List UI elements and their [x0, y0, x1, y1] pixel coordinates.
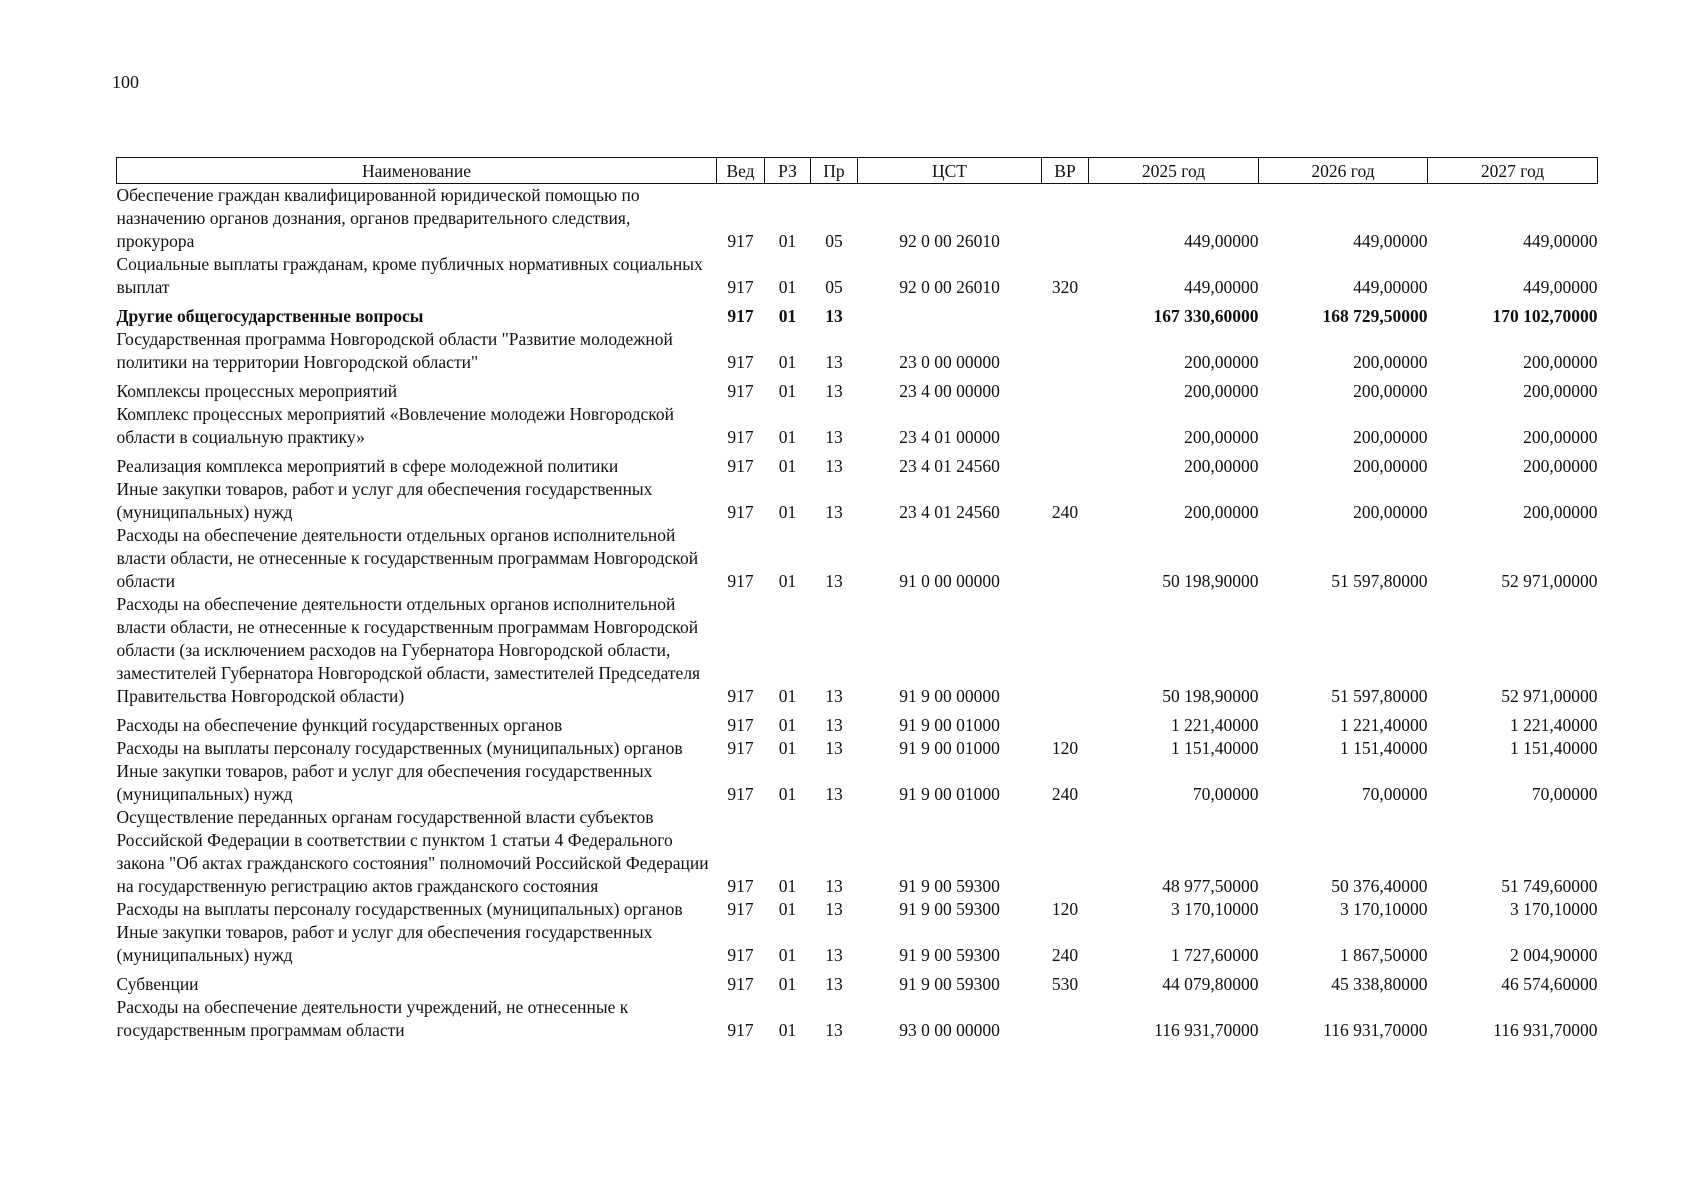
row-vr: 120 — [1051, 738, 1079, 758]
row-rz: 01 — [778, 899, 797, 919]
row-cst: 91 9 00 01000 — [899, 784, 1000, 804]
row-vr — [1042, 403, 1089, 449]
table-row — [117, 524, 1598, 593]
row-2026: 200,00000 — [1353, 381, 1428, 401]
row-2025: 200,00000 — [1184, 352, 1259, 372]
table-row-section-total — [117, 299, 1598, 328]
row-name: Обеспечение граждан квалифицированной юридической помощью по назначению органов дознания, органов предварительного следствия, прокурора — [116, 185, 640, 251]
table-row — [117, 184, 1598, 254]
row-name: Субвенции — [116, 974, 199, 994]
row-2025: 1 727,60000 — [1171, 945, 1259, 965]
budget-table — [116, 157, 1598, 1042]
row-name: Расходы на обеспечение деятельности отдельных органов исполнительной власти области, не отнесенные к государственным программам Новгородской области (за исключением расходов на Губернатора Новгородской области, заместителей Губернатора Новгородской области, заместителей Председателя Правительства Новгородской области) — [116, 594, 701, 706]
row-cst: 91 9 00 59300 — [899, 876, 1000, 896]
row-2027: 200,00000 — [1523, 381, 1598, 401]
row-ved: 917 — [727, 899, 754, 919]
row-vr: 320 — [1051, 277, 1079, 297]
row-pr: 13 — [825, 381, 843, 401]
row-cst: 92 0 00 26010 — [899, 277, 1000, 297]
row-cst: 91 9 00 01000 — [899, 738, 1000, 758]
row-ved: 917 — [727, 715, 754, 735]
row-name: Реализация комплекса мероприятий в сфере молодежной политики — [116, 456, 619, 476]
row-2025: 1 151,40000 — [1171, 738, 1259, 758]
row-2027: 52 971,00000 — [1501, 571, 1598, 591]
row-2025: 449,00000 — [1184, 231, 1259, 251]
row-2026: 200,00000 — [1353, 502, 1428, 522]
table-row — [117, 374, 1598, 403]
row-2025: 200,00000 — [1184, 502, 1259, 522]
row-cst — [858, 299, 1042, 328]
row-2025: 50 198,90000 — [1162, 571, 1259, 591]
row-vr — [1042, 449, 1089, 478]
row-vr: 530 — [1051, 974, 1079, 994]
row-vr: 240 — [1051, 502, 1079, 522]
row-cst: 91 0 00 00000 — [899, 571, 1000, 591]
row-ved: 917 — [727, 686, 754, 706]
row-pr: 13 — [825, 974, 843, 994]
row-ved: 917 — [727, 876, 754, 896]
row-name: Иные закупки товаров, работ и услуг для обеспечения государственных (муниципальных) нужд — [116, 922, 653, 965]
row-ved: 917 — [727, 571, 754, 591]
row-ved: 917 — [727, 352, 754, 372]
row-cst: 92 0 00 26010 — [899, 231, 1000, 251]
row-2025: 48 977,50000 — [1162, 876, 1259, 896]
row-pr: 13 — [825, 352, 843, 372]
row-pr: 13 — [825, 456, 843, 476]
row-2026: 70,00000 — [1361, 784, 1428, 804]
row-2027: 200,00000 — [1523, 352, 1598, 372]
table-row — [117, 253, 1598, 299]
row-ved: 917 — [727, 231, 754, 251]
row-cst: 23 4 01 24560 — [899, 502, 1000, 522]
row-2025: 50 198,90000 — [1162, 686, 1259, 706]
row-2026: 1 221,40000 — [1340, 715, 1428, 735]
row-rz: 01 — [778, 456, 797, 476]
row-rz: 01 — [778, 1020, 797, 1040]
row-rz: 01 — [778, 381, 797, 401]
row-2025: 70,00000 — [1192, 784, 1259, 804]
row-2025: 449,00000 — [1184, 277, 1259, 297]
row-rz: 01 — [778, 427, 797, 447]
row-name: Иные закупки товаров, работ и услуг для обеспечения государственных (муниципальных) нужд — [116, 479, 653, 522]
header-rz: РЗ — [765, 158, 811, 184]
row-pr: 13 — [825, 427, 843, 447]
table-row — [117, 967, 1598, 996]
row-2025: 44 079,80000 — [1162, 974, 1259, 994]
row-rz: 01 — [778, 686, 797, 706]
row-2026: 200,00000 — [1353, 352, 1428, 372]
row-2026: 168 729,50000 — [1322, 306, 1428, 326]
row-2027: 170 102,70000 — [1492, 306, 1598, 326]
row-2025: 200,00000 — [1184, 456, 1259, 476]
row-2027: 200,00000 — [1523, 502, 1598, 522]
row-ved: 917 — [727, 784, 754, 804]
row-2026: 200,00000 — [1353, 427, 1428, 447]
header-2025: 2025 год — [1089, 158, 1259, 184]
header-vr: ВР — [1042, 158, 1089, 184]
table-row — [117, 449, 1598, 478]
row-pr: 13 — [825, 738, 843, 758]
row-2027: 449,00000 — [1523, 231, 1598, 251]
row-pr: 13 — [825, 1020, 843, 1040]
row-name: Иные закупки товаров, работ и услуг для обеспечения государственных (муниципальных) нужд — [116, 761, 653, 804]
table-row — [117, 996, 1598, 1042]
page-number: 100 — [112, 72, 139, 92]
row-name: Другие общегосударственные вопросы — [116, 306, 424, 326]
row-2027: 200,00000 — [1523, 456, 1598, 476]
row-cst: 91 9 00 59300 — [899, 945, 1000, 965]
row-pr: 05 — [825, 277, 843, 297]
row-2026: 200,00000 — [1353, 456, 1428, 476]
row-cst: 91 9 00 59300 — [899, 899, 1000, 919]
row-vr — [1042, 524, 1089, 593]
row-cst: 91 9 00 59300 — [899, 974, 1000, 994]
row-2027: 46 574,60000 — [1501, 974, 1598, 994]
row-cst: 93 0 00 00000 — [899, 1020, 1000, 1040]
table-row — [117, 760, 1598, 806]
row-pr: 13 — [825, 784, 843, 804]
header-cst: ЦСТ — [858, 158, 1042, 184]
row-vr: 240 — [1051, 784, 1079, 804]
row-2025: 116 931,70000 — [1154, 1020, 1259, 1040]
row-pr: 13 — [825, 876, 843, 896]
row-2027: 3 170,10000 — [1510, 899, 1598, 919]
row-2025: 3 170,10000 — [1171, 899, 1259, 919]
row-ved: 917 — [727, 974, 754, 994]
table-row — [117, 898, 1598, 921]
row-ved: 917 — [727, 456, 754, 476]
row-cst: 23 4 01 00000 — [899, 427, 1000, 447]
table-row — [117, 708, 1598, 737]
row-pr: 05 — [825, 231, 843, 251]
table-body — [117, 184, 1598, 1043]
header-2027: 2027 год — [1428, 158, 1598, 184]
row-2025: 200,00000 — [1184, 381, 1259, 401]
row-2027: 2 004,90000 — [1510, 945, 1598, 965]
row-vr — [1042, 184, 1089, 254]
row-pr: 13 — [825, 571, 843, 591]
row-rz: 01 — [778, 277, 797, 297]
row-ved: 917 — [727, 277, 754, 297]
row-ved: 917 — [727, 1020, 754, 1040]
row-rz: 01 — [778, 502, 797, 522]
table-header-row — [117, 158, 1598, 184]
row-name: Государственная программа Новгородской области "Развитие молодежной политики на территории Новгородской области" — [116, 329, 673, 372]
table-row — [117, 806, 1598, 898]
row-2026: 116 931,70000 — [1323, 1020, 1428, 1040]
row-2027: 1 221,40000 — [1510, 715, 1598, 735]
row-rz: 01 — [778, 945, 797, 965]
row-pr: 13 — [825, 715, 843, 735]
row-rz: 01 — [778, 352, 797, 372]
row-rz: 01 — [778, 876, 797, 896]
row-cst: 91 9 00 00000 — [899, 686, 1000, 706]
row-cst: 23 4 00 00000 — [899, 381, 1000, 401]
row-vr — [1042, 806, 1089, 898]
row-2027: 116 931,70000 — [1493, 1020, 1598, 1040]
row-2026: 45 338,80000 — [1331, 974, 1428, 994]
row-name: Комплекс процессных мероприятий «Вовлечение молодежи Новгородской области в социальную практику» — [116, 404, 675, 447]
row-2026: 449,00000 — [1353, 231, 1428, 251]
row-2026: 50 376,40000 — [1331, 876, 1428, 896]
row-vr — [1042, 593, 1089, 708]
row-vr: 120 — [1051, 899, 1079, 919]
row-rz: 01 — [778, 571, 797, 591]
row-pr: 13 — [825, 899, 843, 919]
table-row — [117, 737, 1598, 760]
header-2026: 2026 год — [1259, 158, 1428, 184]
row-rz: 01 — [778, 715, 797, 735]
row-name: Социальные выплаты гражданам, кроме публичных нормативных социальных выплат — [116, 254, 703, 297]
row-2027: 200,00000 — [1523, 427, 1598, 447]
row-cst: 23 0 00 00000 — [899, 352, 1000, 372]
row-name: Осуществление переданных органам государственной власти субъектов Российской Федерации в соответствии с пунктом 1 статьи 4 Федерального закона "Об актах гражданского состояния" полномочий Российской Федерации на государственную регистрацию актов гражданского состояния — [116, 807, 709, 896]
row-2026: 449,00000 — [1353, 277, 1428, 297]
row-name: Расходы на выплаты персоналу государственных (муниципальных) органов — [116, 738, 683, 758]
row-2025: 167 330,60000 — [1153, 306, 1259, 326]
row-2026: 51 597,80000 — [1331, 686, 1428, 706]
row-ved: 917 — [727, 502, 754, 522]
row-ved: 917 — [727, 945, 754, 965]
row-cst: 91 9 00 01000 — [899, 715, 1000, 735]
row-2026: 3 170,10000 — [1340, 899, 1428, 919]
row-2025: 1 221,40000 — [1171, 715, 1259, 735]
row-rz: 01 — [778, 974, 797, 994]
table-row — [117, 478, 1598, 524]
table-row — [117, 921, 1598, 967]
header-pr: Пр — [811, 158, 858, 184]
row-name: Расходы на обеспечение деятельности отдельных органов исполнительной власти области, не отнесенные к государственным программам Новгородской области — [116, 525, 699, 591]
row-name: Комплексы процессных мероприятий — [116, 381, 398, 401]
row-2026: 1 151,40000 — [1340, 738, 1428, 758]
row-rz: 01 — [778, 231, 797, 251]
row-vr — [1042, 299, 1089, 328]
row-vr — [1042, 708, 1089, 737]
row-2027: 70,00000 — [1531, 784, 1598, 804]
row-name: Расходы на обеспечение функций государственных органов — [116, 715, 563, 735]
row-2027: 51 749,60000 — [1501, 876, 1598, 896]
row-name: Расходы на выплаты персоналу государственных (муниципальных) органов — [116, 899, 683, 919]
row-2025: 200,00000 — [1184, 427, 1259, 447]
row-rz: 01 — [778, 306, 797, 326]
row-pr: 13 — [825, 686, 843, 706]
table-row — [117, 593, 1598, 708]
table-row — [117, 328, 1598, 374]
row-2026: 1 867,50000 — [1340, 945, 1428, 965]
row-2027: 52 971,00000 — [1501, 686, 1598, 706]
row-ved: 917 — [727, 381, 754, 401]
row-name: Расходы на обеспечение деятельности учреждений, не отнесенные к государственным программам области — [116, 997, 629, 1040]
row-2026: 51 597,80000 — [1331, 571, 1428, 591]
row-ved: 917 — [727, 427, 754, 447]
row-vr — [1042, 374, 1089, 403]
table-row — [117, 403, 1598, 449]
row-vr: 240 — [1051, 945, 1079, 965]
row-cst: 23 4 01 24560 — [899, 456, 1000, 476]
row-rz: 01 — [778, 738, 797, 758]
row-vr — [1042, 996, 1089, 1042]
row-2027: 1 151,40000 — [1510, 738, 1598, 758]
row-ved: 917 — [727, 306, 754, 326]
row-ved: 917 — [727, 738, 754, 758]
row-rz: 01 — [778, 784, 797, 804]
header-ved: Вед — [717, 158, 765, 184]
row-vr — [1042, 328, 1089, 374]
header-name: Наименование — [117, 158, 717, 184]
row-pr: 13 — [825, 306, 843, 326]
row-pr: 13 — [825, 502, 843, 522]
row-2027: 449,00000 — [1523, 277, 1598, 297]
row-pr: 13 — [825, 945, 843, 965]
